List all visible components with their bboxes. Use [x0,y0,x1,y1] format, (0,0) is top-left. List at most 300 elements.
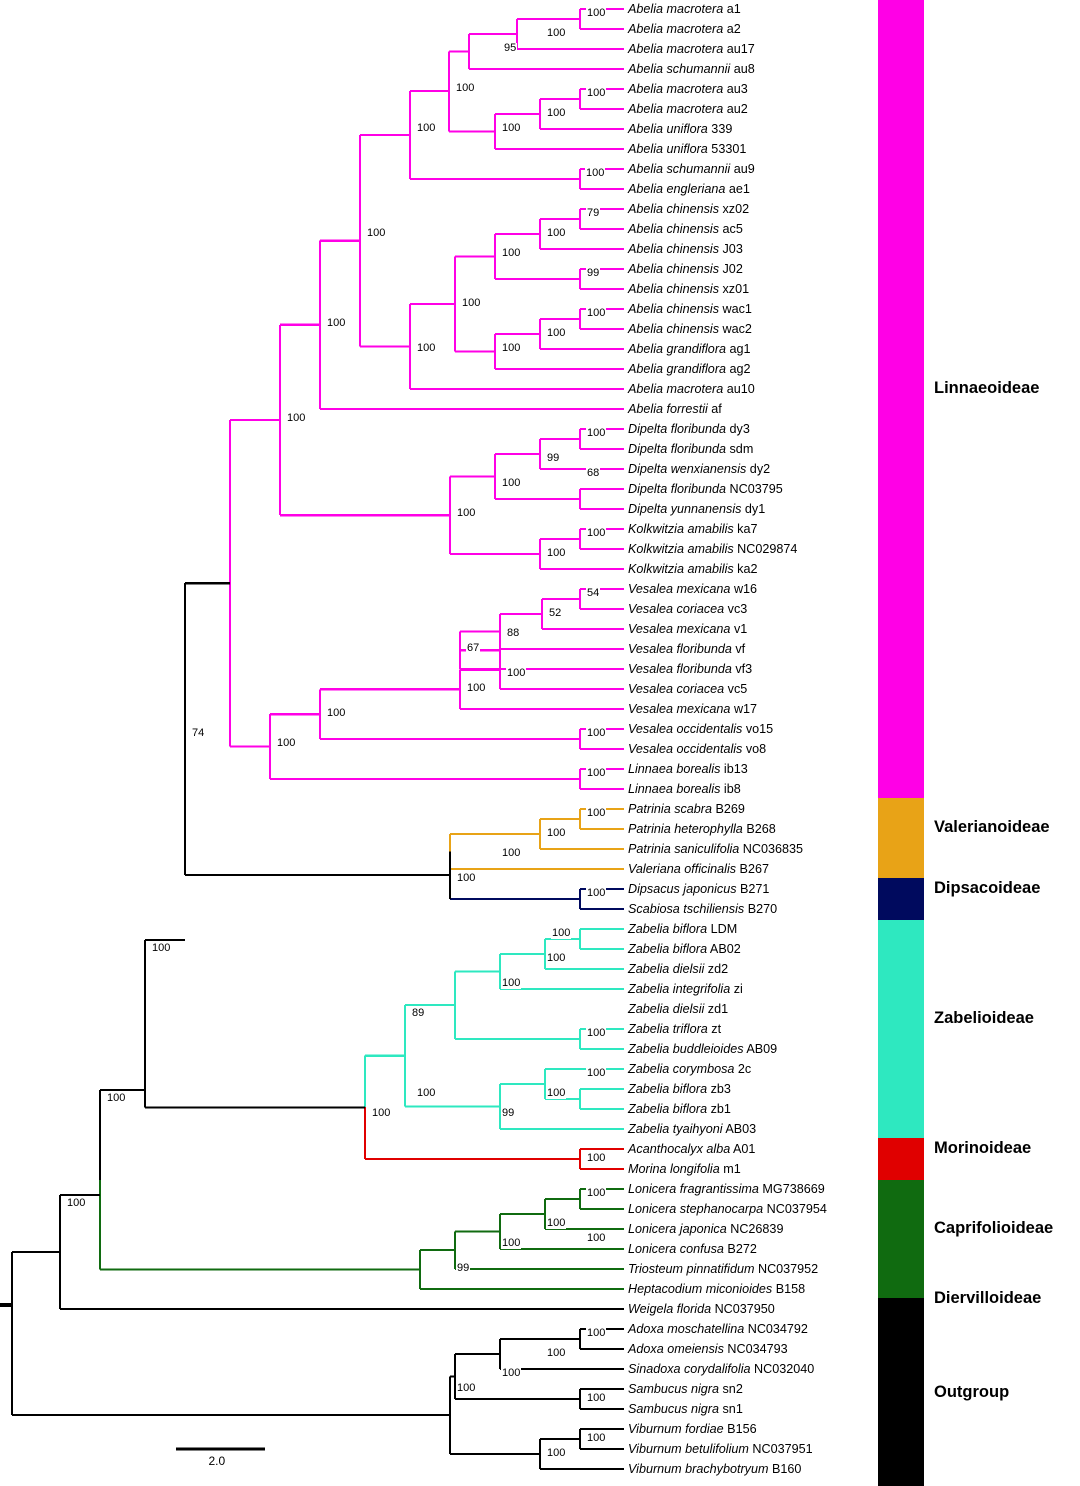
clade-label: Caprifolioideae [934,1219,1054,1237]
clade-color-bar [878,1138,924,1180]
support-value: 100 [417,1087,436,1099]
taxon-name: Abelia schumannii [628,162,731,176]
accession-label: v1 [730,622,748,636]
accession-label: ag1 [726,342,751,356]
accession-label: LDM [707,922,738,936]
taxon-name: Vesalea occidentalis [628,742,743,756]
taxon-name: Abelia chinensis [628,302,720,316]
tip-label [628,903,777,916]
tip-label [628,1403,743,1416]
support-value: 100 [547,1447,566,1459]
support-value: 100 [587,1432,606,1444]
accession-label: vo8 [742,742,767,756]
support-value: 100 [587,87,606,99]
clade-label: Morinoideae [934,1139,1032,1157]
support-value: 100 [502,1237,521,1249]
accession-label: ka2 [733,562,758,576]
accession-label: B269 [712,802,745,816]
clade-label: Valerianoideae [934,818,1050,836]
tip-label [628,103,748,116]
tip-label [628,1043,777,1056]
accession-label: a1 [723,2,741,16]
taxon-name: Abelia forrestii [628,402,708,416]
clade-label: Diervilloideae [934,1289,1042,1307]
support-value: 100 [502,1367,521,1379]
tip-label [628,863,769,876]
support-value: 100 [277,737,296,749]
tip-label [628,663,752,676]
taxon-name: Abelia chinensis [628,202,720,216]
clade-color-bar [878,1180,924,1298]
taxon-name: Dipelta floribunda [628,482,727,496]
tip-label [628,1083,731,1096]
taxon-name: Abelia chinensis [628,282,720,296]
accession-label: xz02 [719,202,750,216]
accession-label: sdm [726,442,754,456]
tip-label [628,723,773,736]
taxon-name: Dipelta floribunda [628,442,727,456]
taxon-name: Dipelta floribunda [628,422,727,436]
taxon-name: Abelia chinensis [628,222,720,236]
taxon-name: Patrinia heterophylla [628,822,743,836]
accession-label: J02 [719,262,743,276]
support-value: 100 [547,1087,566,1099]
support-value: 100 [547,827,566,839]
support-value: 100 [587,1152,606,1164]
tip-label [628,1203,827,1216]
support-value: 100 [502,977,521,989]
tip-label [628,583,757,596]
support-value: 99 [457,1262,470,1274]
tip-label [628,1463,801,1476]
accession-label: a2 [723,22,741,36]
taxon-name: Zabelia dielsii [628,1002,705,1016]
tip-label [628,63,755,76]
scale-bar-label: 2.0 [208,1454,226,1468]
tip-label [628,1283,805,1296]
accession-label: zt [707,1022,722,1036]
support-value: 100 [552,927,571,939]
tip-label [628,263,743,276]
accession-label: B267 [736,862,769,876]
support-value: 100 [502,122,521,134]
tip-label [628,1063,751,1076]
taxon-name: Lonicera stephanocarpa [628,1202,764,1216]
accession-label: dy3 [726,422,750,436]
accession-label: 2c [734,1062,752,1076]
support-value: 54 [587,587,600,599]
accession-label: vc5 [724,682,748,696]
taxon-name: Dipelta yunnanensis [628,502,742,516]
accession-label: zb1 [707,1102,731,1116]
tip-label [628,1243,757,1256]
accession-label: B160 [768,1462,802,1476]
taxon-name: Sambucus nigra [628,1382,720,1396]
taxon-name: Linnaea borealis [628,782,721,796]
taxon-name: Abelia macrotera [628,82,724,96]
accession-label: NC032040 [750,1362,815,1376]
support-value: 100 [502,847,521,859]
taxon-name: Morina longifolia [628,1162,720,1176]
support-value: 100 [587,887,606,899]
accession-label: ka7 [733,522,758,536]
support-value: 100 [467,682,486,694]
support-value: 100 [547,1217,566,1229]
taxon-name: Zabelia corymbosa [628,1062,735,1076]
tip-label [628,943,741,956]
support-value: 100 [457,1382,476,1394]
accession-label: zi [730,982,743,996]
tip-label [628,1423,757,1436]
support-value: 79 [587,207,600,219]
tip-label [628,123,732,136]
tip-label [628,683,747,696]
accession-label: NC037954 [763,1202,827,1216]
support-value: 100 [287,412,306,424]
accession-label: B268 [742,822,776,836]
support-value: 100 [107,1092,126,1104]
tip-label [628,803,745,816]
tip-label [628,743,766,756]
accession-label: w17 [730,702,758,716]
accession-label: zd1 [704,1002,729,1016]
tip-label [628,463,770,476]
support-value: 100 [587,1232,606,1244]
accession-label: ib8 [720,782,741,796]
support-value: 100 [327,707,346,719]
support-value: 100 [502,247,521,259]
accession-label: vo15 [742,722,774,736]
accession-label: AB02 [707,942,741,956]
taxon-name: Abelia chinensis [628,262,720,276]
tip-label [628,1363,814,1376]
accession-label: AB03 [722,1122,757,1136]
tip-label [628,163,755,176]
taxon-name: Dipsacus japonicus [628,882,737,896]
taxon-name: Lonicera fragrantissima [628,1182,759,1196]
support-value: 100 [456,82,475,94]
accession-label: dy1 [741,502,766,516]
accession-label: NC037951 [748,1442,813,1456]
taxon-name: Kolkwitzia amabilis [628,522,734,536]
taxon-name: Abelia uniflora [628,142,708,156]
tip-label [628,1163,741,1176]
support-value: 100 [67,1197,86,1209]
tip-label [628,843,803,856]
support-value: 100 [367,227,386,239]
accession-label: au2 [723,102,748,116]
support-value: 100 [587,807,606,819]
tip-label [628,143,746,156]
accession-label: J03 [719,242,743,256]
tip-label [628,983,743,996]
taxon-name: Abelia schumannii [628,62,731,76]
accession-label: au10 [723,382,755,396]
tip-label [628,1383,743,1396]
tip-label [628,223,743,236]
taxon-name: Viburnum brachybotryum [628,1462,769,1476]
tip-label [628,1223,783,1236]
taxon-name: Zabelia triflora [628,1022,708,1036]
support-value: 100 [547,227,566,239]
tip-label [628,3,741,16]
taxon-name: Valeriana officinalis [628,862,737,876]
support-value: 99 [502,1107,515,1119]
tip-label [628,43,755,56]
tip-label [628,1003,728,1016]
accession-label: ag2 [726,362,751,376]
support-value: 100 [587,767,606,779]
tip-label [628,1143,755,1156]
taxon-name: Abelia macrotera [628,382,724,396]
support-value: 100 [547,547,566,559]
accession-label: au9 [730,162,755,176]
support-value: 99 [587,267,600,279]
tip-label [628,303,752,316]
tip-label [628,783,741,796]
tip-label [628,1183,825,1196]
tip-label [628,1303,775,1316]
taxon-name: Zabelia biflora [628,1102,708,1116]
support-value: 89 [412,1007,425,1019]
support-value: 100 [547,107,566,119]
support-value: 100 [507,667,526,679]
taxon-name: Abelia engleriana [628,182,726,196]
support-value: 100 [587,1327,606,1339]
tip-label [628,443,753,456]
support-value: 100 [502,477,521,489]
tip-label [628,1123,756,1136]
support-value: 95 [504,42,517,54]
accession-label: 53301 [707,142,747,156]
accession-label: af [707,402,722,416]
accession-label: B272 [723,1242,757,1256]
tip-label [628,203,749,216]
support-value: 88 [507,627,520,639]
taxon-name: Triosteum pinnatifidum [628,1262,755,1276]
support-value: 52 [549,607,562,619]
tip-label [628,603,747,616]
accession-label: 339 [707,122,733,136]
taxon-name: Abelia macrotera [628,42,724,56]
tip-label [628,343,751,356]
tip-label [628,523,758,536]
tip-label [628,283,749,296]
taxon-name: Viburnum fordiae [628,1422,724,1436]
support-value: 74 [192,727,205,739]
taxon-name: Adoxa omeiensis [628,1342,724,1356]
accession-label: B156 [723,1422,757,1436]
taxon-name: Dipelta wenxianensis [628,462,747,476]
tip-label [628,703,757,716]
tip-label [628,423,750,436]
support-value: 100 [587,1187,606,1199]
taxon-name: Vesalea coriacea [628,602,725,616]
support-value: 100 [372,1107,391,1119]
taxon-name: Abelia uniflora [628,122,708,136]
tip-label [628,623,747,636]
taxon-name: Viburnum betulifolium [628,1442,749,1456]
accession-label: A01 [730,1142,756,1156]
taxon-name: Abelia chinensis [628,322,720,336]
taxon-name: Zabelia biflora [628,922,708,936]
clade-color-bar [878,1298,924,1320]
accession-label: ac5 [719,222,743,236]
support-value: 100 [587,527,606,539]
accession-label: ae1 [725,182,750,196]
support-value: 100 [547,1347,566,1359]
support-value: 100 [547,27,566,39]
taxon-name: Scabiosa tschiliensis [628,902,745,916]
support-value: 100 [457,872,476,884]
clade-label: Linnaeoideae [934,379,1040,397]
accession-label: B158 [772,1282,806,1296]
accession-label: dy2 [746,462,771,476]
support-value: 100 [502,342,521,354]
accession-label: NC034793 [723,1342,788,1356]
accession-label: m1 [719,1162,741,1176]
accession-label: NC037952 [754,1262,819,1276]
tip-label [628,363,751,376]
taxon-name: Patrinia saniculifolia [628,842,740,856]
accession-label: vf [731,642,746,656]
accession-label: au3 [723,82,748,96]
taxon-name: Zabelia tyaihyoni [628,1122,723,1136]
taxon-name: Weigela florida [628,1302,712,1316]
accession-label: xz01 [719,282,750,296]
taxon-name: Zabelia buddleioides [628,1042,744,1056]
tip-label [628,1323,808,1336]
tip-label [628,1103,731,1116]
taxon-name: Kolkwitzia amabilis [628,562,734,576]
clade-color-bar [878,920,924,1138]
accession-label: wac1 [719,302,752,316]
support-value: 100 [417,342,436,354]
tip-label [628,383,755,396]
tip-label [628,763,748,776]
clade-label: Outgroup [934,1383,1010,1401]
taxon-name: Lonicera confusa [628,1242,724,1256]
support-value: 100 [587,1392,606,1404]
taxon-name: Sambucus nigra [628,1402,720,1416]
accession-label: wac2 [719,322,752,336]
taxon-name: Abelia macrotera [628,102,724,116]
accession-label: sn2 [719,1382,743,1396]
accession-label: zb3 [707,1082,731,1096]
tip-label [628,963,728,976]
tip-label [628,243,743,256]
tip-label [628,323,752,336]
accession-label: NC036835 [739,842,804,856]
accession-label: NC037950 [711,1302,775,1316]
taxon-name: Acanthocalyx alba [628,1142,731,1156]
support-value: 100 [587,307,606,319]
support-value: 100 [547,952,566,964]
accession-label: NC029874 [733,542,798,556]
clade-color-bar [878,798,924,878]
accession-label: B270 [744,902,778,916]
taxon-name: Adoxa moschatellina [628,1322,745,1336]
taxon-name: Zabelia biflora [628,1082,708,1096]
support-value: 100 [457,507,476,519]
support-value: 100 [547,327,566,339]
accession-label: AB09 [743,1042,778,1056]
support-value: 67 [467,642,480,654]
tip-label [628,823,776,836]
clade-color-bar [878,0,924,798]
taxon-name: Kolkwitzia amabilis [628,542,734,556]
taxon-name: Linnaea borealis [628,762,721,776]
taxon-name: Vesalea occidentalis [628,722,743,736]
support-value: 68 [587,467,600,479]
taxon-name: Vesalea coriacea [628,682,725,696]
accession-label: sn1 [719,1402,743,1416]
accession-label: vc3 [724,602,748,616]
support-value: 100 [587,7,606,19]
support-value: 100 [417,122,436,134]
taxon-name: Abelia macrotera [628,22,724,36]
tip-label [628,923,737,936]
tip-label [628,83,748,96]
taxon-name: Abelia grandiflora [628,342,727,356]
taxon-name: Zabelia biflora [628,942,708,956]
tip-label [628,503,765,516]
tip-label [628,23,741,36]
accession-label: ib13 [720,762,748,776]
taxon-name: Vesalea floribunda [628,642,732,656]
clade-color-bar [878,878,924,920]
accession-label: NC034792 [744,1322,808,1336]
support-value: 100 [587,427,606,439]
support-value: 100 [462,297,481,309]
accession-label: vf3 [731,662,753,676]
taxon-name: Abelia grandiflora [628,362,727,376]
taxon-name: Heptacodium miconioides [628,1282,773,1296]
tip-label [628,403,722,416]
accession-label: w16 [730,582,758,596]
clade-label: Zabelioideae [934,1009,1034,1027]
taxon-name: Sinadoxa corydalifolia [628,1362,751,1376]
taxon-name: Zabelia dielsii [628,962,705,976]
tip-label [628,883,769,896]
tip-label [628,563,758,576]
tip-label [628,183,750,196]
support-value: 99 [547,452,560,464]
tip-label [628,643,745,656]
taxon-name: Vesalea mexicana [628,582,731,596]
tip-label [628,543,797,556]
taxon-name: Vesalea floribunda [628,662,732,676]
accession-label: B271 [736,882,770,896]
support-value: 100 [587,1067,606,1079]
support-value: 100 [327,317,346,329]
clade-color-bar [878,1320,924,1486]
tip-label [628,1023,721,1036]
accession-label: NC26839 [726,1222,784,1236]
tip-label [628,1343,788,1356]
support-value: 100 [587,1027,606,1039]
clade-label: Dipsacoideae [934,879,1041,897]
accession-label: au17 [723,42,755,56]
taxon-name: Vesalea mexicana [628,622,731,636]
tip-label [628,1263,818,1276]
support-value: 100 [586,167,605,179]
accession-label: MG738669 [758,1182,825,1196]
accession-label: NC03795 [726,482,783,496]
tip-label [628,1443,813,1456]
taxon-name: Vesalea mexicana [628,702,731,716]
taxon-name: Abelia chinensis [628,242,720,256]
